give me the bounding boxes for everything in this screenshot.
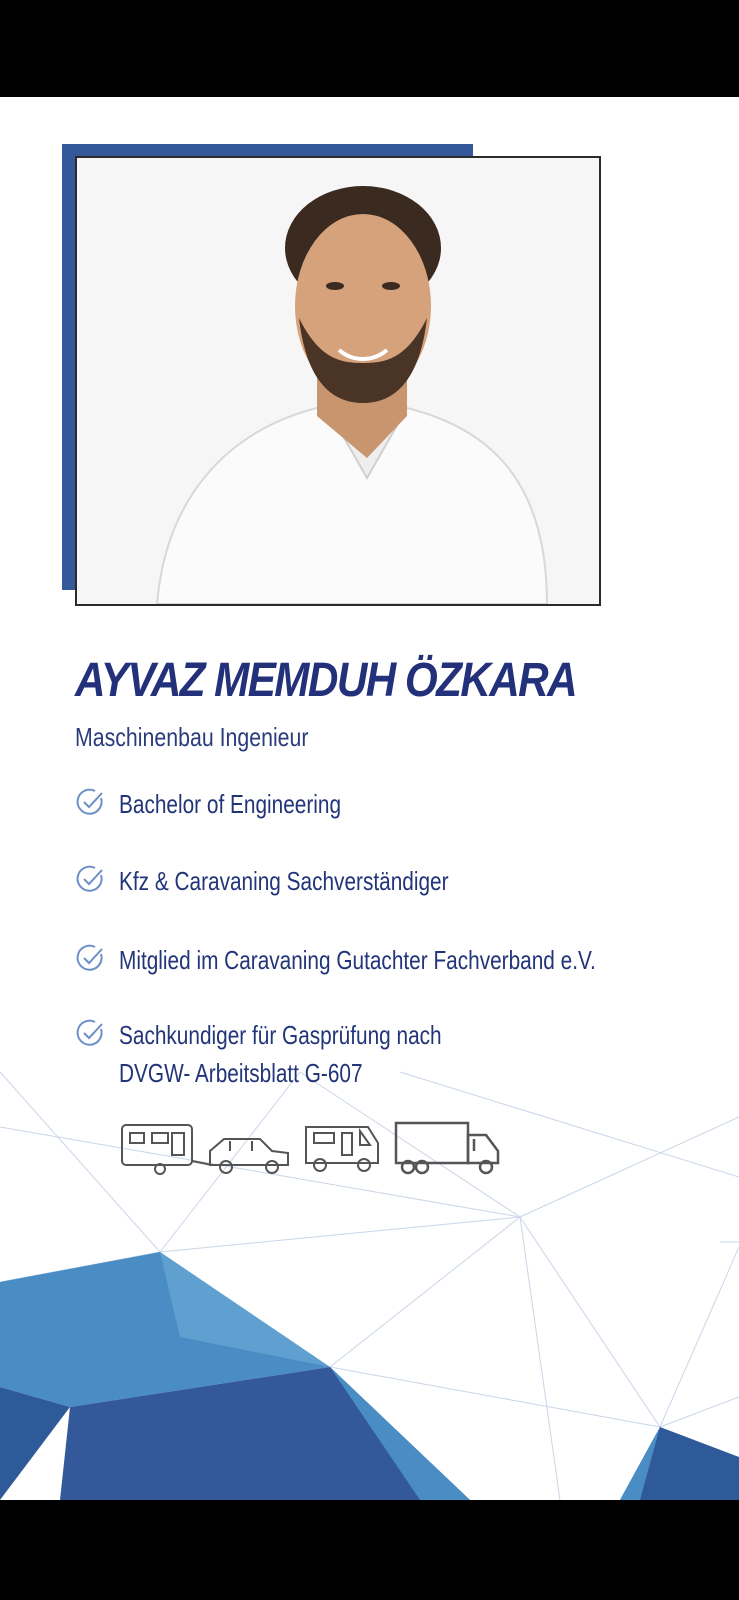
profile-card	[0, 97, 739, 1500]
qualification-text: Sachkundiger für Gasprüfung nach	[119, 1020, 442, 1050]
truck-icon	[396, 1123, 498, 1173]
check-circle-icon	[75, 864, 105, 894]
person-role: Maschinenbau Ingenieur	[75, 722, 309, 752]
person-name: AYVAZ MEMDUH ÖZKARA	[75, 654, 577, 707]
suv-icon	[210, 1139, 288, 1173]
check-circle-icon	[75, 787, 105, 817]
vehicle-icons	[120, 1119, 512, 1181]
check-circle-icon	[75, 943, 105, 973]
qualification-text: Mitglied im Caravaning Gutachter Fachverband e.V.	[119, 945, 596, 975]
caravan-icon	[122, 1125, 212, 1174]
qualification-text: Kfz & Caravaning Sachverständiger	[119, 866, 449, 896]
qualification-text: Bachelor of Engineering	[119, 789, 342, 819]
check-circle-icon	[75, 1018, 105, 1048]
motorhome-icon	[306, 1127, 378, 1171]
portrait-photo	[75, 156, 601, 606]
qualification-text-line2: DVGW- Arbeitsblatt G-607	[119, 1058, 363, 1088]
